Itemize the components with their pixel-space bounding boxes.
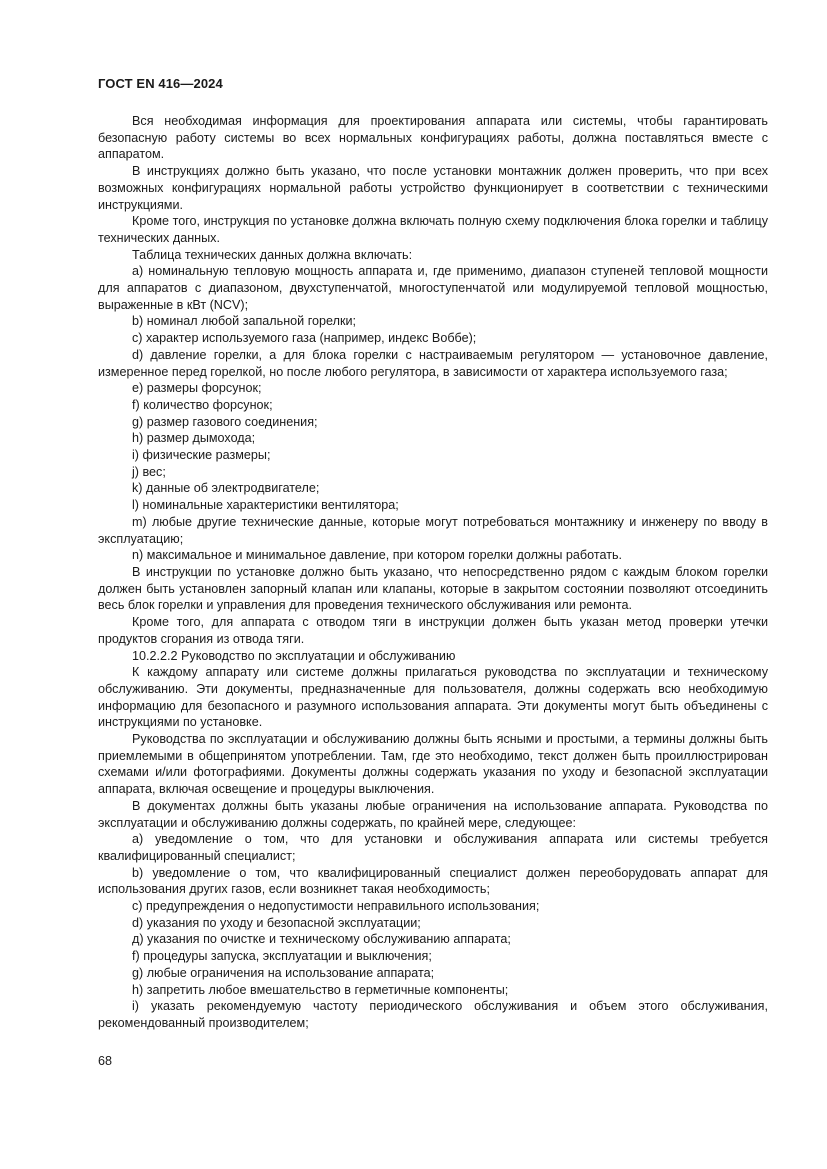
- list-item: g) размер газового соединения;: [132, 414, 318, 429]
- list-item: д) указания по очистке и техническому обслуживанию аппарата;: [132, 932, 511, 947]
- list-item: a) номинальную тепловую мощность аппарата и, где применимо, диапазон ступеней тепловой мощности для аппаратов с диапазоном, двухступенчатой, многоступенчатой или модулируемой тепловой мощностью, выраженные в кВт (NCV);: [98, 264, 768, 312]
- document-header: ГОСТ EN 416—2024: [98, 76, 223, 91]
- list-item: a) уведомление о том, что для установки и обслуживания аппарата или системы требуется квалифицированный специалист;: [98, 832, 768, 863]
- list-item: c) предупреждения о недопустимости неправильного использования;: [132, 899, 540, 914]
- paragraph: Кроме того, инструкция по установке должна включать полную схему подключения блока горелки и таблицу технических данных.: [98, 214, 768, 245]
- paragraph: К каждому аппарату или системе должны прилагаться руководства по эксплуатации и техническому обслуживанию. Эти документы, предназначенные для пользователя, должны содержать всю необходимую информацию для безопасного и разумного использования аппарата. Эти документы могут быть объединены с инструкциями по установке.: [98, 665, 768, 730]
- list-item: b) номинал любой запальной горелки;: [132, 314, 357, 329]
- list-item: i) физические размеры;: [132, 448, 271, 463]
- list-item: f) количество форсунок;: [132, 397, 273, 412]
- paragraph: В инструкциях должно быть указано, что после установки монтажник должен проверить, что при всех возможных конфигурациях нормальной работы устройство функционирует в соответствии с техническими инструкциями.: [98, 164, 768, 212]
- list-item: c) характер используемого газа (например, индекс Воббе);: [132, 331, 477, 346]
- list-item: h) размер дымохода;: [132, 431, 256, 446]
- list-item: g) любые ограничения на использование аппарата;: [132, 965, 435, 980]
- paragraph: Вся необходимая информация для проектирования аппарата или системы, чтобы гарантировать безопасную работу системы во всех нормальных конфигурациях работы, должна поставляться вместе с аппаратом.: [98, 114, 768, 162]
- list-item: l) номинальные характеристики вентилятора;: [132, 498, 399, 513]
- list-item: d) давление горелки, а для блока горелки с настраиваемым регулятором — установочное давление, измеренное перед горелкой, но после любого регулятора, в зависимости от характера используемого газа;: [98, 347, 768, 379]
- list-item: b) уведомление о том, что квалифицированный специалист должен переоборудовать аппарат для использования других газов, если возникнет такая необходимость;: [98, 865, 768, 897]
- paragraph: Руководства по эксплуатации и обслуживанию должны быть ясными и простыми, а термины должны быть приемлемыми в общепринятом употреблении. Там, где это необходимо, текст должен быть проиллюстрирован схемами и/или фотографиями. Документы должны содержать указания по уходу и безопасной эксплуатации аппарата, включая освещение и процедуры выключения.: [98, 732, 768, 797]
- section-heading: 10.2.2.2 Руководство по эксплуатации и обслуживанию: [132, 648, 456, 663]
- list-item: e) размеры форсунок;: [132, 381, 262, 396]
- list-item: n) максимальное и минимальное давление, при котором горелки должны работать.: [132, 548, 623, 563]
- list-item: k) данные об электродвигателе;: [132, 481, 320, 496]
- list-item: i) указать рекомендуемую частоту периодического обслуживания и объем этого обслуживания, рекомендованный производителем;: [98, 999, 768, 1030]
- list-item: m) любые другие технические данные, которые могут потребоваться монтажнику и инженеру по вводу в эксплуатацию;: [98, 514, 768, 546]
- list-item: d) указания по уходу и безопасной эксплуатации;: [132, 915, 421, 930]
- page-number: 68: [98, 1054, 113, 1068]
- paragraph: Таблица технических данных должна включать:: [132, 247, 413, 262]
- paragraph: В инструкции по установке должно быть указано, что непосредственно рядом с каждым блоком горелки должен быть установлен запорный клапан или клапаны, которые в закрытом состоянии позволяют отсоединить весь блок горелки и управления для проведения технического обслуживания или ремонта.: [98, 564, 768, 613]
- list-item: h) запретить любое вмешательство в герметичные компоненты;: [132, 982, 509, 997]
- paragraph: Кроме того, для аппарата с отводом тяги в инструкции должен быть указан метод проверки утечки продуктов сгорания из отвода тяги.: [98, 615, 768, 646]
- document-body: [98, 113, 768, 1032]
- list-item: j) вес;: [132, 464, 166, 479]
- list-item: f) процедуры запуска, эксплуатации и выключения;: [132, 949, 432, 964]
- paragraph: В документах должны быть указаны любые ограничения на использование аппарата. Руководства по эксплуатации и обслуживанию должны содержать, по крайней мере, следующее:: [98, 798, 768, 830]
